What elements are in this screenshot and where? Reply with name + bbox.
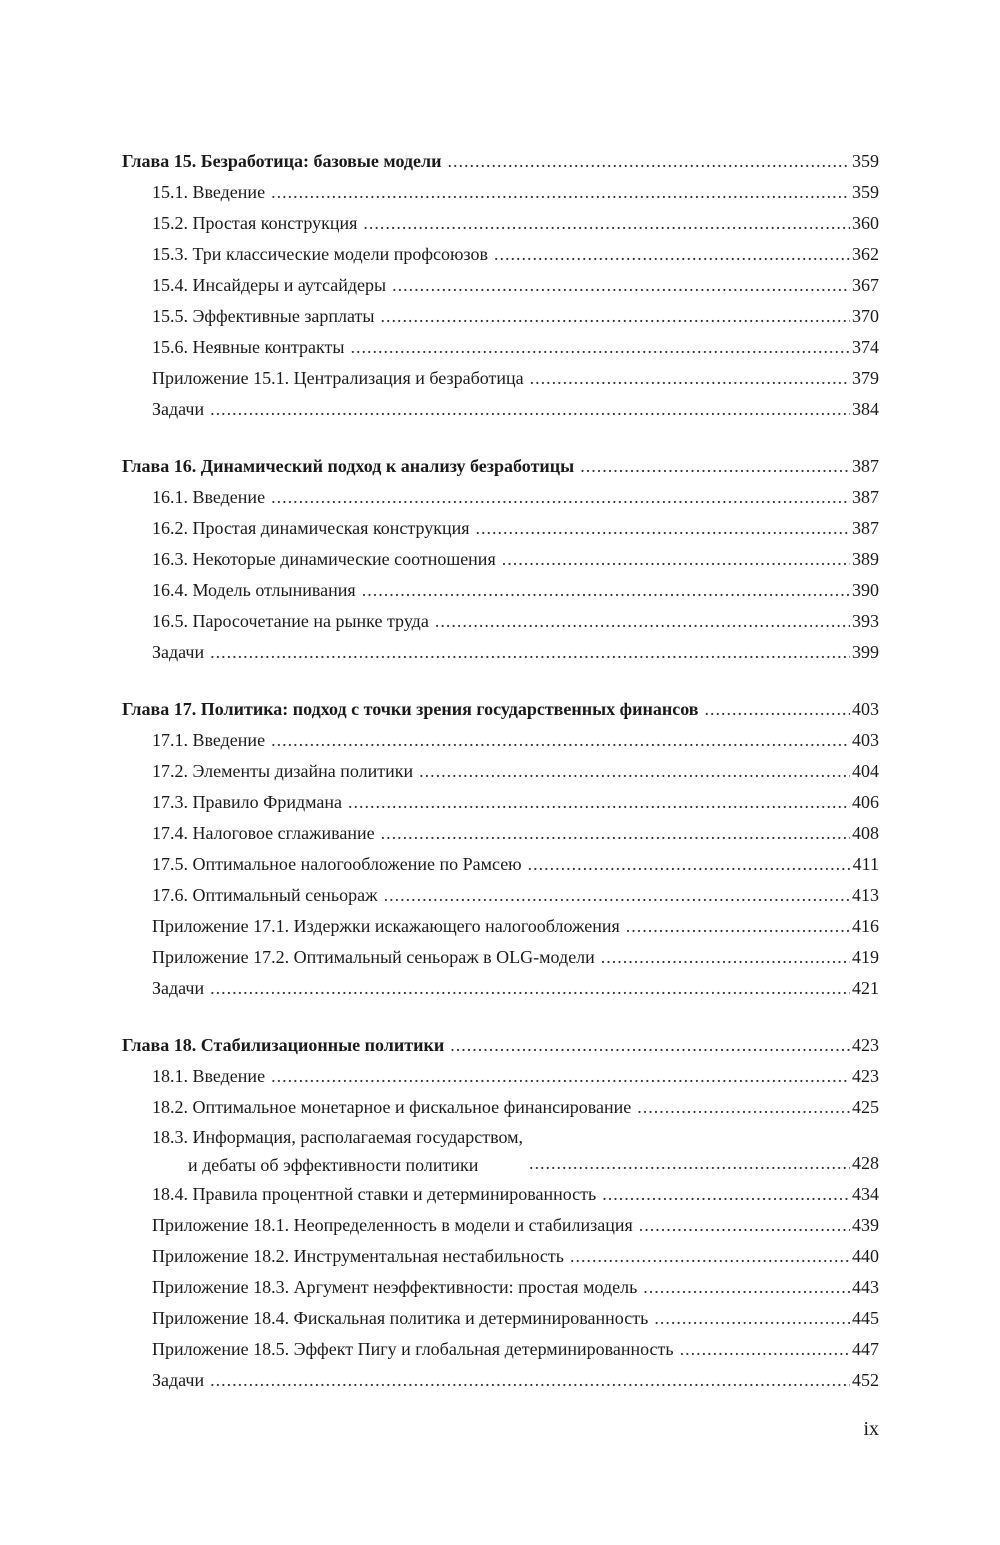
entry-title xyxy=(152,1241,564,1272)
toc-entry[interactable] xyxy=(122,301,879,332)
entry-title-text: 16.4. Модель отлынивания xyxy=(152,580,356,600)
dot-leader xyxy=(680,1334,850,1365)
dot-leader xyxy=(348,787,850,818)
dot-leader xyxy=(362,575,850,606)
chapter-title: Глава 18. Стабилизационные политики xyxy=(122,1035,445,1055)
toc-entry[interactable] xyxy=(122,637,879,668)
dot-leader xyxy=(351,332,851,363)
chapter-page: 423 xyxy=(852,1035,879,1055)
chapter-heading[interactable] xyxy=(122,146,879,177)
toc-entry[interactable] xyxy=(122,1272,879,1303)
dot-leader xyxy=(384,880,850,911)
entry-title xyxy=(152,725,265,756)
entry-title xyxy=(152,575,356,606)
dot-leader xyxy=(570,1241,850,1272)
entry-title xyxy=(152,787,342,818)
toc-entry[interactable] xyxy=(122,849,879,880)
entry-page: 384 xyxy=(852,399,879,419)
dot-leader xyxy=(637,1092,850,1123)
entry-title-text: 18.3. Информация, располагаемая государством, xyxy=(152,1127,523,1147)
chapter-block xyxy=(122,146,879,425)
entry-title xyxy=(152,973,204,1004)
entry-title-text: Приложение 18.5. Эффект Пигу и глобальная детерминированность xyxy=(152,1339,674,1359)
entry-title xyxy=(152,1179,596,1210)
entry-page: 421 xyxy=(852,978,879,998)
entry-page: 434 xyxy=(852,1184,879,1204)
chapter-title: Глава 16. Динамический подход к анализу безработицы xyxy=(122,456,575,476)
dot-leader xyxy=(381,818,850,849)
chapter-page: 387 xyxy=(852,456,879,476)
dot-leader xyxy=(271,1061,850,1092)
toc-entry[interactable] xyxy=(122,880,879,911)
entry-title xyxy=(152,208,357,239)
entry-title-text: Приложение 18.2. Инструментальная нестабильность xyxy=(152,1246,564,1266)
entry-title-text: 15.6. Неявные контракты xyxy=(152,337,345,357)
entry-title xyxy=(152,637,204,668)
entry-page: 393 xyxy=(852,611,879,631)
entry-page: 411 xyxy=(852,854,879,874)
dot-leader xyxy=(381,301,850,332)
entry-title-text: 15.1. Введение xyxy=(152,182,266,202)
dot-leader xyxy=(528,849,851,880)
toc-entry[interactable] xyxy=(122,208,879,239)
entry-title-text: 17.5. Оптимальное налогообложение по Рамсею xyxy=(152,854,522,874)
entry-title xyxy=(152,849,522,880)
entry-page: 370 xyxy=(852,306,879,326)
entry-title xyxy=(152,818,375,849)
dot-leader xyxy=(271,177,850,208)
entry-title xyxy=(152,911,620,942)
entry-title-text: 15.2. Простая конструкция xyxy=(152,213,358,233)
page-number: ix xyxy=(863,1418,879,1440)
entry-page: 387 xyxy=(852,518,879,538)
dot-leader xyxy=(602,1179,850,1210)
entry-title xyxy=(152,363,524,394)
entry-title xyxy=(152,606,429,637)
entry-title-text: 15.3. Три классические модели профсоюзов xyxy=(152,244,488,264)
entry-page: 390 xyxy=(852,580,879,600)
chapter-page: 359 xyxy=(852,151,879,171)
dot-leader xyxy=(435,606,850,637)
toc-entry[interactable] xyxy=(122,1210,879,1241)
toc-entry[interactable] xyxy=(122,973,879,1004)
entry-title xyxy=(152,756,413,787)
entry-title-text: 16.1. Введение xyxy=(152,487,266,507)
entry-title xyxy=(152,1334,674,1365)
entry-title-text: 15.5. Эффективные зарплаты xyxy=(152,306,375,326)
entry-title xyxy=(152,1303,648,1334)
table-of-contents xyxy=(122,146,879,1422)
entry-title xyxy=(152,544,496,575)
dot-leader xyxy=(476,513,850,544)
entry-page: 413 xyxy=(852,885,879,905)
dot-leader xyxy=(419,756,850,787)
toc-entry[interactable] xyxy=(122,575,879,606)
dot-leader xyxy=(643,1272,850,1303)
entry-page: 403 xyxy=(852,730,879,750)
entry-title xyxy=(152,1123,523,1179)
dot-leader xyxy=(450,1030,850,1061)
dot-leader xyxy=(580,451,850,482)
entry-page: 419 xyxy=(852,947,879,967)
toc-entry[interactable] xyxy=(122,1303,879,1334)
entry-title xyxy=(152,1272,637,1303)
toc-entry[interactable] xyxy=(122,394,879,425)
entry-page: 379 xyxy=(852,368,879,388)
dot-leader xyxy=(502,544,850,575)
entry-page: 452 xyxy=(852,1370,879,1390)
entry-title-text: 17.4. Налоговое сглаживание xyxy=(152,823,375,843)
chapter-block xyxy=(122,451,879,668)
entry-title-text: Задачи xyxy=(152,1370,205,1390)
entry-page: 374 xyxy=(852,337,879,357)
entry-title-text: 16.5. Паросочетание на рынке труда xyxy=(152,611,429,631)
dot-leader xyxy=(530,363,850,394)
entry-title xyxy=(152,1210,633,1241)
dot-leader xyxy=(210,1365,850,1396)
toc-entry[interactable] xyxy=(122,1061,879,1092)
entry-page: 359 xyxy=(852,182,879,202)
entry-title-text: 17.6. Оптимальный сеньораж xyxy=(152,885,378,905)
toc-entry[interactable] xyxy=(122,606,879,637)
entry-title-text: Задачи xyxy=(152,978,205,998)
entry-page: 367 xyxy=(852,275,879,295)
toc-entry[interactable] xyxy=(122,756,879,787)
dot-leader xyxy=(654,1303,850,1334)
toc-entry[interactable] xyxy=(122,911,879,942)
dot-leader xyxy=(705,694,850,725)
toc-entry[interactable] xyxy=(122,332,879,363)
toc-entry[interactable] xyxy=(122,942,879,973)
entry-page: 423 xyxy=(852,1066,879,1086)
dot-leader xyxy=(363,208,850,239)
entry-title xyxy=(152,394,204,425)
toc-entry[interactable] xyxy=(122,1365,879,1396)
toc-entry[interactable] xyxy=(122,1179,879,1210)
entry-title-text: 18.2. Оптимальное монетарное и фискальное финансирование xyxy=(152,1097,632,1117)
entry-page: 360 xyxy=(852,213,879,233)
entry-title xyxy=(152,1092,631,1123)
toc-entry[interactable] xyxy=(122,725,879,756)
chapter-heading[interactable] xyxy=(122,1030,879,1061)
entry-title-text: Приложение 18.1. Неопределенность в модели и стабилизация xyxy=(152,1215,633,1235)
toc-entry[interactable] xyxy=(122,1123,879,1179)
toc-entry[interactable] xyxy=(122,513,879,544)
toc-entry[interactable] xyxy=(122,177,879,208)
chapter-heading[interactable] xyxy=(122,451,879,482)
entry-title xyxy=(152,482,265,513)
dot-leader xyxy=(271,482,850,513)
dot-leader xyxy=(626,911,850,942)
entry-page: 362 xyxy=(852,244,879,264)
dot-leader xyxy=(601,942,850,973)
dot-leader xyxy=(448,146,851,177)
toc-entry[interactable] xyxy=(122,363,879,394)
dot-leader xyxy=(639,1210,850,1241)
entry-title-text: 15.4. Инсайдеры и аутсайдеры xyxy=(152,275,387,295)
entry-title-text: 16.2. Простая динамическая конструкция xyxy=(152,518,470,538)
toc-entry[interactable] xyxy=(122,1241,879,1272)
toc-entry[interactable] xyxy=(122,482,879,513)
entry-title-text: Приложение 18.4. Фискальная политика и детерминированность xyxy=(152,1308,649,1328)
entry-title xyxy=(152,239,488,270)
entry-title-text: Приложение 18.3. Аргумент неэффективности: простая модель xyxy=(152,1277,638,1297)
chapter-title: Глава 15. Безработица: базовые модели xyxy=(122,151,442,171)
entry-page: 399 xyxy=(852,642,879,662)
entry-title xyxy=(152,513,470,544)
dot-leader xyxy=(271,725,850,756)
entry-title-text: Приложение 17.1. Издержки искажающего налогообложения xyxy=(152,916,620,936)
entry-title-text: 17.2. Элементы дизайна политики xyxy=(152,761,414,781)
entry-title-text: 18.1. Введение xyxy=(152,1066,266,1086)
entry-page: 428 xyxy=(852,1153,879,1173)
entry-title xyxy=(152,1365,204,1396)
chapter-block xyxy=(122,1030,879,1396)
entry-title xyxy=(152,177,265,208)
entry-title-text: Задачи xyxy=(152,642,205,662)
entry-title xyxy=(152,880,378,911)
toc-entry[interactable] xyxy=(122,1092,879,1123)
entry-page: 439 xyxy=(852,1215,879,1235)
entry-title xyxy=(152,301,375,332)
entry-page: 408 xyxy=(852,823,879,843)
entry-page: 389 xyxy=(852,549,879,569)
dot-leader xyxy=(494,239,850,270)
entry-page: 406 xyxy=(852,792,879,812)
entry-title xyxy=(152,942,595,973)
entry-title-text: 17.3. Правило Фридмана xyxy=(152,792,342,812)
entry-title xyxy=(152,1061,265,1092)
chapter-block xyxy=(122,694,879,1004)
toc-entry[interactable] xyxy=(122,544,879,575)
dot-leader xyxy=(210,637,850,668)
toc-entry[interactable] xyxy=(122,787,879,818)
entry-page: 425 xyxy=(852,1097,879,1117)
entry-title-text: 16.3. Некоторые динамические соотношения xyxy=(152,549,496,569)
entry-title-text: 17.1. Введение xyxy=(152,730,266,750)
toc-entry[interactable] xyxy=(122,270,879,301)
chapter-heading[interactable] xyxy=(122,694,879,725)
dot-leader xyxy=(210,394,850,425)
entry-title-text: Задачи xyxy=(152,399,205,419)
entry-page: 404 xyxy=(852,761,879,781)
entry-title xyxy=(152,332,345,363)
entry-title-text: Приложение 15.1. Централизация и безработица xyxy=(152,368,524,388)
entry-title xyxy=(152,270,386,301)
dot-leader xyxy=(529,1148,850,1179)
entry-page: 443 xyxy=(852,1277,879,1297)
dot-leader xyxy=(392,270,850,301)
dot-leader xyxy=(210,973,850,1004)
chapter-title: Глава 17. Политика: подход с точки зрения государственных финансов xyxy=(122,699,699,719)
entry-page: 447 xyxy=(852,1339,879,1359)
toc-entry[interactable] xyxy=(122,239,879,270)
entry-page: 445 xyxy=(852,1308,879,1328)
entry-page: 416 xyxy=(852,916,879,936)
entry-page: 387 xyxy=(852,487,879,507)
entry-title-continuation: и дебаты об эффективности политики xyxy=(188,1155,479,1175)
entry-title-text: 18.4. Правила процентной ставки и детерминированность xyxy=(152,1184,597,1204)
entry-title-text: Приложение 17.2. Оптимальный сеньораж в OLG-модели xyxy=(152,947,595,967)
toc-entry[interactable] xyxy=(122,1334,879,1365)
chapter-page: 403 xyxy=(852,699,879,719)
entry-page: 440 xyxy=(852,1246,879,1266)
toc-entry[interactable] xyxy=(122,818,879,849)
